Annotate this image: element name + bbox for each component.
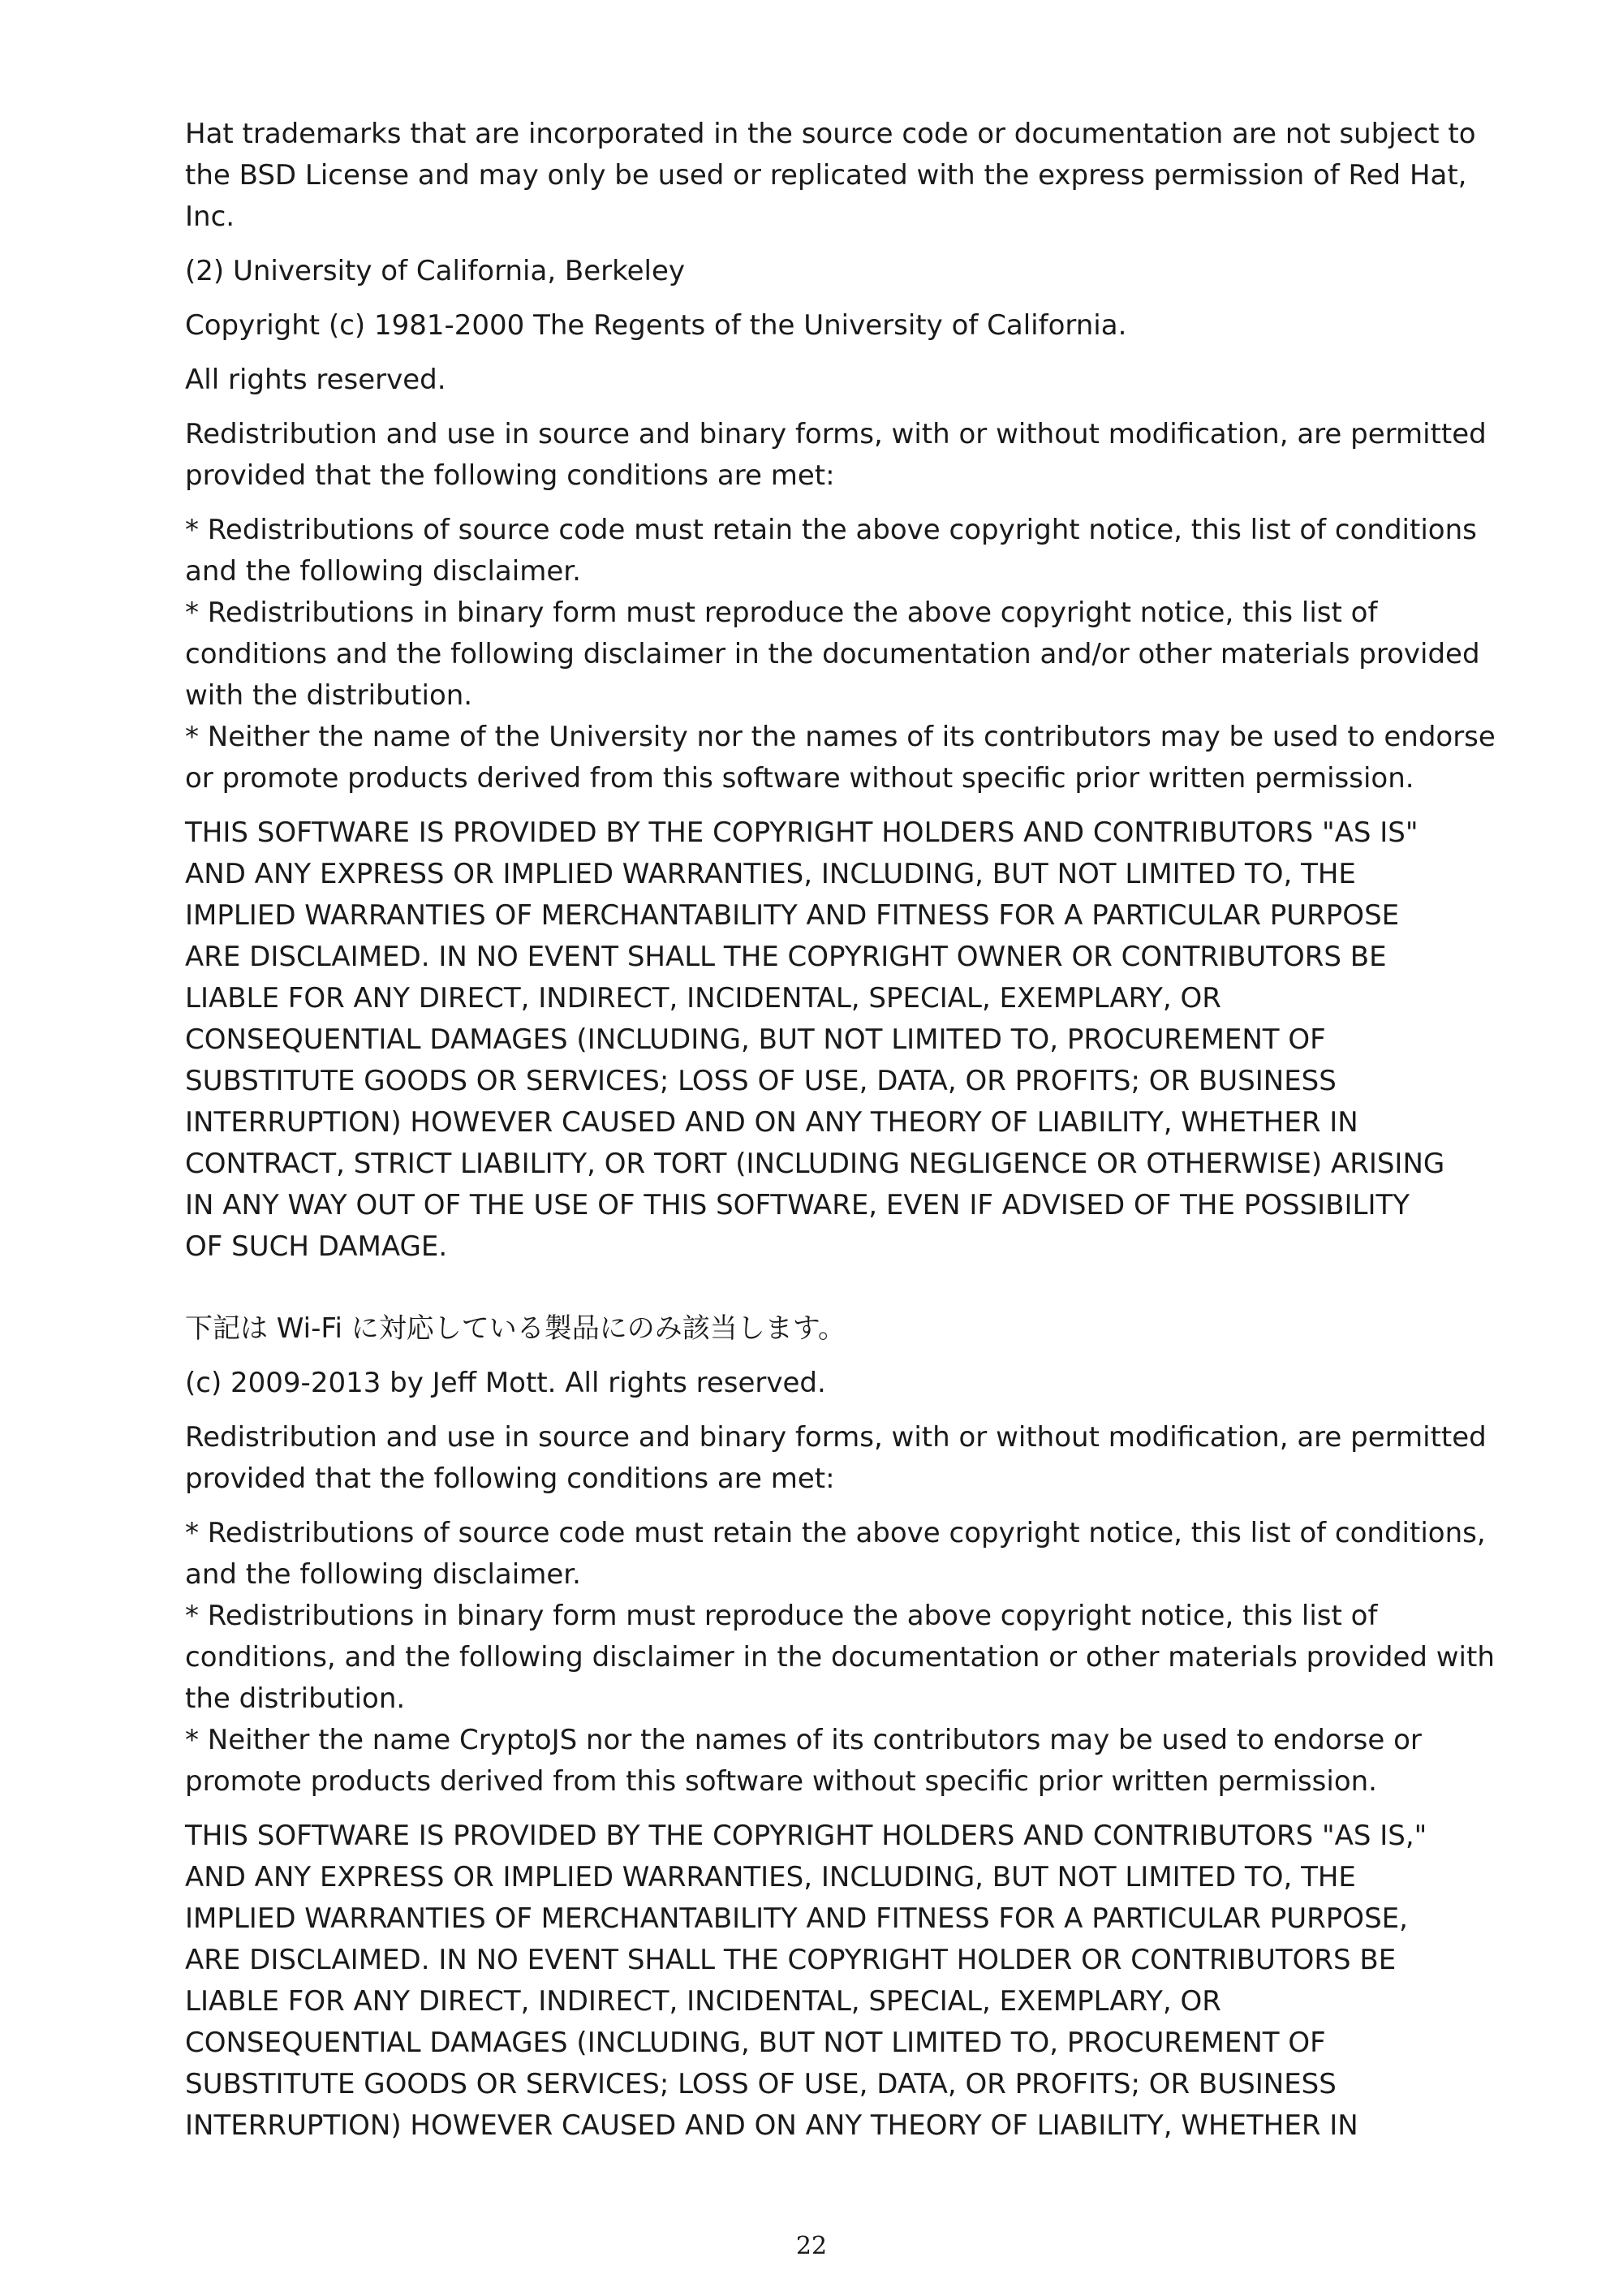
red-hat-trademark-paragraph (185, 114, 1483, 238)
text-line: * Redistributions of source code must retain the above copyright notice, this list of conditions (185, 514, 1477, 546)
text-line: ARE DISCLAIMED. IN NO EVENT SHALL THE COPYRIGHT OWNER OR CONTRIBUTORS BE (185, 941, 1387, 973)
text-line: * Redistributions in binary form must reproduce the above copyright notice, this list of (185, 597, 1378, 629)
conditions-list (185, 510, 1496, 799)
text-line: CONSEQUENTIAL DAMAGES (INCLUDING, BUT NOT LIMITED TO, PROCUREMENT OF (185, 2027, 1326, 2059)
section-heading-uc-berkeley: (2) University of California, Berkeley (185, 255, 686, 287)
text-line: INTERRUPTION) HOWEVER CAUSED AND ON ANY THEORY OF LIABILITY, WHETHER IN (185, 2109, 1358, 2142)
copyright-line: Copyright (c) 1981-2000 The Regents of the University of California. (185, 309, 1127, 342)
redistribution-paragraph (185, 414, 1487, 497)
document-page (185, 114, 1496, 2160)
text-line: * Neither the name CryptoJS nor the names of its contributors may be used to endorse or (185, 1724, 1422, 1756)
text-line: conditions and the following disclaimer in the documentation and/or other materials provided (185, 638, 1480, 670)
text-line: IMPLIED WARRANTIES OF MERCHANTABILITY AND FITNESS FOR A PARTICULAR PURPOSE (185, 899, 1400, 932)
text-line: provided that the following conditions are met: (185, 1462, 835, 1495)
text-line: provided that the following conditions are met: (185, 459, 835, 492)
text-line: with the distribution. (185, 679, 473, 712)
text-line: CONSEQUENTIAL DAMAGES (INCLUDING, BUT NOT LIMITED TO, PROCUREMENT OF (185, 1023, 1326, 1056)
text-line: CONTRACT, STRICT LIABILITY, OR TORT (INCLUDING NEGLIGENCE OR OTHERWISE) ARISING (185, 1148, 1445, 1180)
text-line: AND ANY EXPRESS OR IMPLIED WARRANTIES, INCLUDING, BUT NOT LIMITED TO, THE (185, 1861, 1356, 1893)
text-line: IMPLIED WARRANTIES OF MERCHANTABILITY AND FITNESS FOR A PARTICULAR PURPOSE, (185, 1902, 1408, 1935)
text-line: conditions, and the following disclaimer in the documentation or other materials provided with (185, 1641, 1495, 1674)
wifi-product-note: 下記は Wi-Fi に対応している製品にのみ該当します。 (185, 1312, 846, 1345)
text-line: SUBSTITUTE GOODS OR SERVICES; LOSS OF USE, DATA, OR PROFITS; OR BUSINESS (185, 1065, 1337, 1097)
page-number: 22 (795, 2232, 828, 2260)
text-line: THIS SOFTWARE IS PROVIDED BY THE COPYRIGHT HOLDERS AND CONTRIBUTORS "AS IS" (185, 816, 1419, 849)
text-line: and the following disclaimer. (185, 555, 581, 588)
text-line: Redistribution and use in source and binary forms, with or without modification, are permitted (185, 418, 1487, 450)
text-line: and the following disclaimer. (185, 1558, 581, 1591)
copyright-line: (c) 2009-2013 by Jeff Mott. All rights reserved. (185, 1367, 826, 1399)
text-line: AND ANY EXPRESS OR IMPLIED WARRANTIES, INCLUDING, BUT NOT LIMITED TO, THE (185, 858, 1356, 890)
text-line: IN ANY WAY OUT OF THE USE OF THIS SOFTWARE, EVEN IF ADVISED OF THE POSSIBILITY (185, 1189, 1410, 1221)
text-line: * Neither the name of the University nor the names of its contributors may be used to endorse (185, 721, 1496, 753)
conditions-list (185, 1513, 1495, 1803)
text-line: LIABLE FOR ANY DIRECT, INDIRECT, INCIDENTAL, SPECIAL, EXEMPLARY, OR (185, 982, 1221, 1014)
text-line: INTERRUPTION) HOWEVER CAUSED AND ON ANY THEORY OF LIABILITY, WHETHER IN (185, 1106, 1358, 1139)
disclaimer-paragraph (185, 1816, 1483, 2147)
text-line: * Redistributions in binary form must reproduce the above copyright notice, this list of (185, 1600, 1378, 1632)
disclaimer-paragraph (185, 812, 1483, 1268)
section-spacer (185, 1281, 1483, 1308)
text-line: Redistribution and use in source and binary forms, with or without modification, are permitted (185, 1421, 1487, 1454)
text-line: * Redistributions of source code must retain the above copyright notice, this list of conditions, (185, 1517, 1486, 1549)
text-line: the BSD License and may only be used or replicated with the express permission of Red Hat, (185, 159, 1467, 192)
text-line: OF SUCH DAMAGE. (185, 1230, 448, 1263)
text-line: ARE DISCLAIMED. IN NO EVENT SHALL THE COPYRIGHT HOLDER OR CONTRIBUTORS BE (185, 1944, 1397, 1976)
rights-reserved-line: All rights reserved. (185, 364, 446, 396)
text-line: the distribution. (185, 1682, 406, 1715)
text-line: SUBSTITUTE GOODS OR SERVICES; LOSS OF USE, DATA, OR PROFITS; OR BUSINESS (185, 2068, 1337, 2100)
text-line: THIS SOFTWARE IS PROVIDED BY THE COPYRIGHT HOLDERS AND CONTRIBUTORS "AS IS," (185, 1820, 1427, 1852)
text-line: Inc. (185, 200, 235, 233)
text-line: Hat trademarks that are incorporated in the source code or documentation are not subject to (185, 118, 1476, 150)
redistribution-paragraph (185, 1417, 1487, 1500)
text-line: LIABLE FOR ANY DIRECT, INDIRECT, INCIDENTAL, SPECIAL, EXEMPLARY, OR (185, 1985, 1221, 2018)
text-line: promote products derived from this software without specific prior written permission. (185, 1765, 1377, 1798)
text-line: or promote products derived from this software without specific prior written permission. (185, 762, 1414, 795)
